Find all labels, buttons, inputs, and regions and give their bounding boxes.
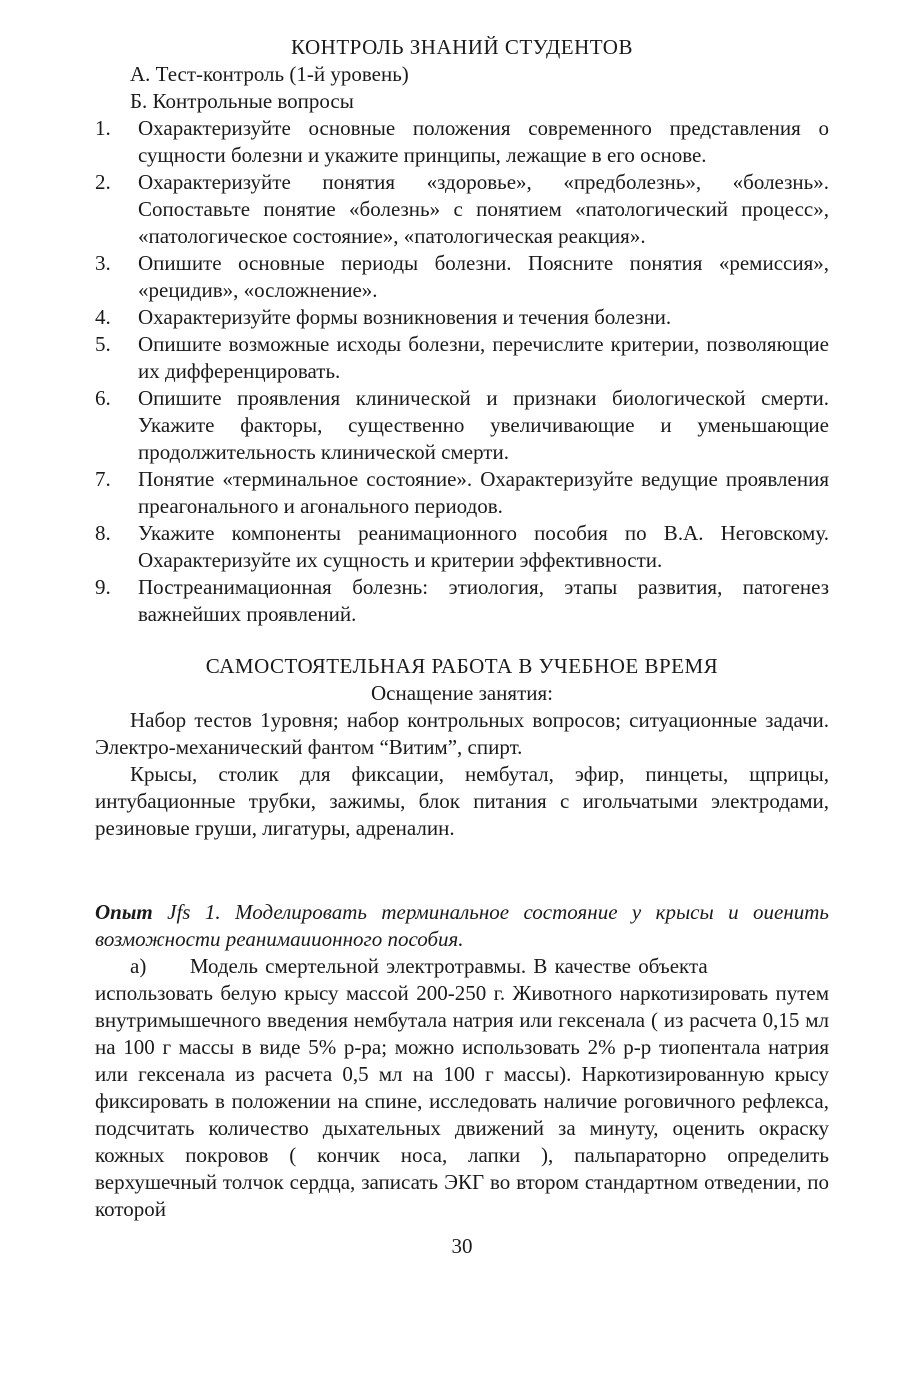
question-number: 7. (95, 467, 111, 491)
experiment-paragraph-first-line: а) Модель смертельной электротравмы. В качестве объекта (130, 954, 708, 978)
question-text: Охарактеризуйте основные положения современного представления о сущности болезни и укажите принципы, лежащие в его основе. (138, 116, 829, 167)
question-number: 8. (95, 521, 111, 545)
question-text: Охарактеризуйте формы возникновения и течения болезни. (138, 305, 672, 329)
question-number: 5. (95, 332, 111, 356)
question-text: Понятие «терминальное состояние». Охарактеризуйте ведущие проявления преагонального и агонального периодов. (138, 467, 829, 518)
question-number: 1. (95, 116, 111, 140)
section-heading-self-work: САМОСТОЯТЕЛЬНАЯ РАБОТА В УЧЕБНОЕ ВРЕМЯ (205, 654, 719, 678)
list-item (95, 250, 829, 304)
question-number: 3. (95, 251, 111, 275)
equipment-paragraph-2: Крысы, столик для фиксации, нембутал, эфир, пинцеты, щприцы, интубационные трубки, зажимы, блок питания с игольчатыми электродами, резиновые груши, лигатуры, адреналин. (95, 762, 829, 840)
part-b-line: Б. Контрольные вопросы (130, 89, 354, 113)
question-text: Опишите основные периоды болезни. Поясните понятия «ремиссия», «рецидив», «осложнение». (138, 251, 829, 302)
list-item (95, 574, 829, 628)
question-number: 6. (95, 386, 111, 410)
part-a-line: А. Тест-контроль (1-й уровень) (130, 62, 409, 86)
spacer (95, 842, 829, 899)
document-page (95, 34, 829, 1260)
equipment-subheading: Оснащение занятия: (370, 681, 553, 705)
self-work-section (95, 653, 829, 842)
section-heading-control: КОНТРОЛЬ ЗНАНИЙ СТУДЕНТОВ (291, 35, 633, 59)
equipment-paragraph-1: Набор тестов 1уровня; набор контрольных вопросов; ситуационные задачи. Электро-механический фантом “Витим”, спирт. (95, 708, 829, 759)
list-item (95, 520, 829, 574)
experiment-title-text: Jfs 1. Моделировать терминальное состояние у крысы и оиенить возможности реанимаиионного пособия. (95, 900, 829, 951)
question-text: Охарактеризуйте понятия «здоровье», «предболезнь», «болезнь». Сопоставьте понятие «болезнь» с понятием «патологический процесс», «патологическое состояние», «патологическая реакция». (138, 170, 829, 248)
questions-list (95, 115, 829, 628)
page-number: 30 (451, 1234, 473, 1258)
question-text: Укажите компоненты реанимационного пособия по В.А. Неговскому. Охарактеризуйте их сущность и критерии эффективности. (138, 521, 829, 572)
list-item (95, 304, 829, 331)
list-item (95, 385, 829, 466)
question-text: Опишите проявления клинической и признаки биологической смерти. Укажите факторы, существенно увеличивающие и уменьшающие продолжительность клинической смерти. (138, 386, 829, 464)
question-number: 2. (95, 170, 111, 194)
list-item (95, 115, 829, 169)
experiment-paragraph: использовать белую крысу массой 200-250 г. Животного наркотизировать путем внутримышечного введения нембутала натрия или гексенала ( из расчета 0,15 мл на 100 г массы в виде 5% р-ра; можно использовать 2% р-р тиопентала натрия или гексенала из расчета 0,5 мл на 100 г массы). Наркотизированную крысу фиксировать в положении на спине, исследовать наличие роговичного рефлекса, подсчитать количество дыхательных движений за минуту, оценить окраску кожных покровов ( кончик носа, лапки ), пальпараторно определить верхушечный толчок сердца, записать ЭКГ во втором стандартном отведении, по которой (95, 981, 829, 1221)
question-number: 4. (95, 305, 111, 329)
question-text: Опишите возможные исходы болезни, перечислите критерии, позволяющие их дифференцировать. (138, 332, 829, 383)
experiment-label: Опыт (95, 900, 153, 924)
question-number: 9. (95, 575, 111, 599)
question-text: Постреанимационная болезнь: этиология, этапы развития, патогенез важнейших проявлений. (138, 575, 829, 626)
list-item (95, 466, 829, 520)
list-item (95, 169, 829, 250)
list-item (95, 331, 829, 385)
experiment-title (95, 899, 829, 953)
